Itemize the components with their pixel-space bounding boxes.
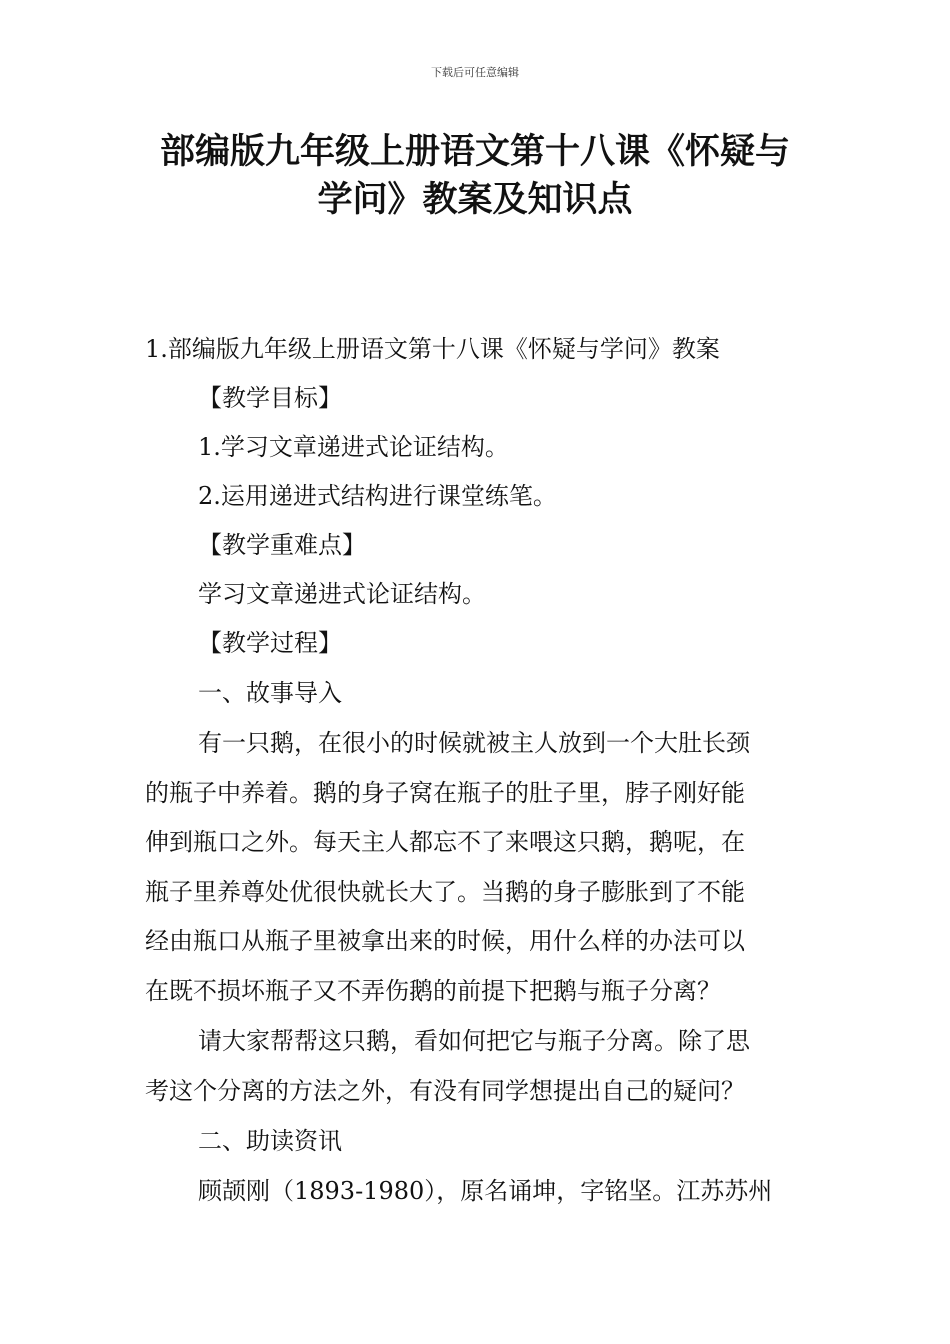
document-title [120,128,830,224]
paragraph-line: 【教学过程】 [198,629,342,657]
paragraph-line: 考这个分离的方法之外，有没有同学想提出自己的疑问？ [145,1077,745,1105]
section-heading: 1.部编版九年级上册语文第十八课《怀疑与学问》教案 [145,335,720,363]
paragraph-line: 经由瓶口从瓶子里被拿出来的时候，用什么样的办法可以 [145,927,745,955]
paragraph-line: 在既不损坏瓶子又不弄伤鹅的前提下把鹅与瓶子分离？ [145,977,721,1005]
title-line-1: 部编版九年级上册语文第十八课《怀疑与 [159,132,790,172]
paragraph-line: 顾颉刚（1893-1980），原名诵坤，字铭坚。江苏苏州 [198,1177,773,1205]
paragraph-line: 2.运用递进式结构进行课堂练笔。 [198,482,557,510]
paragraph-line: 【教学重难点】 [198,531,366,559]
paragraph-line: 1.学习文章递进式论证结构。 [198,433,509,461]
paragraph-line: 二、助读资讯 [198,1127,342,1155]
paragraph-line: 请大家帮帮这只鹅，看如何把它与瓶子分离。除了思 [198,1027,750,1055]
title-line-2: 学问》教案及知识点 [317,180,633,220]
paragraph-line: 学习文章递进式论证结构。 [198,580,486,608]
paragraph-line: 【教学目标】 [198,384,342,412]
header-note: 下载后可任意编辑 [431,66,519,79]
paragraph-line: 瓶子里养尊处优很快就长大了。当鹅的身子膨胀到了不能 [145,878,745,906]
paragraph-line: 的瓶子中养着。鹅的身子窝在瓶子的肚子里，脖子刚好能 [145,779,745,807]
paragraph-line: 一、故事导入 [198,679,342,707]
paragraph-line: 伸到瓶口之外。每天主人都忘不了来喂这只鹅，鹅呢，在 [145,828,745,856]
paragraph-line: 有一只鹅，在很小的时候就被主人放到一个大肚长颈 [198,729,750,757]
